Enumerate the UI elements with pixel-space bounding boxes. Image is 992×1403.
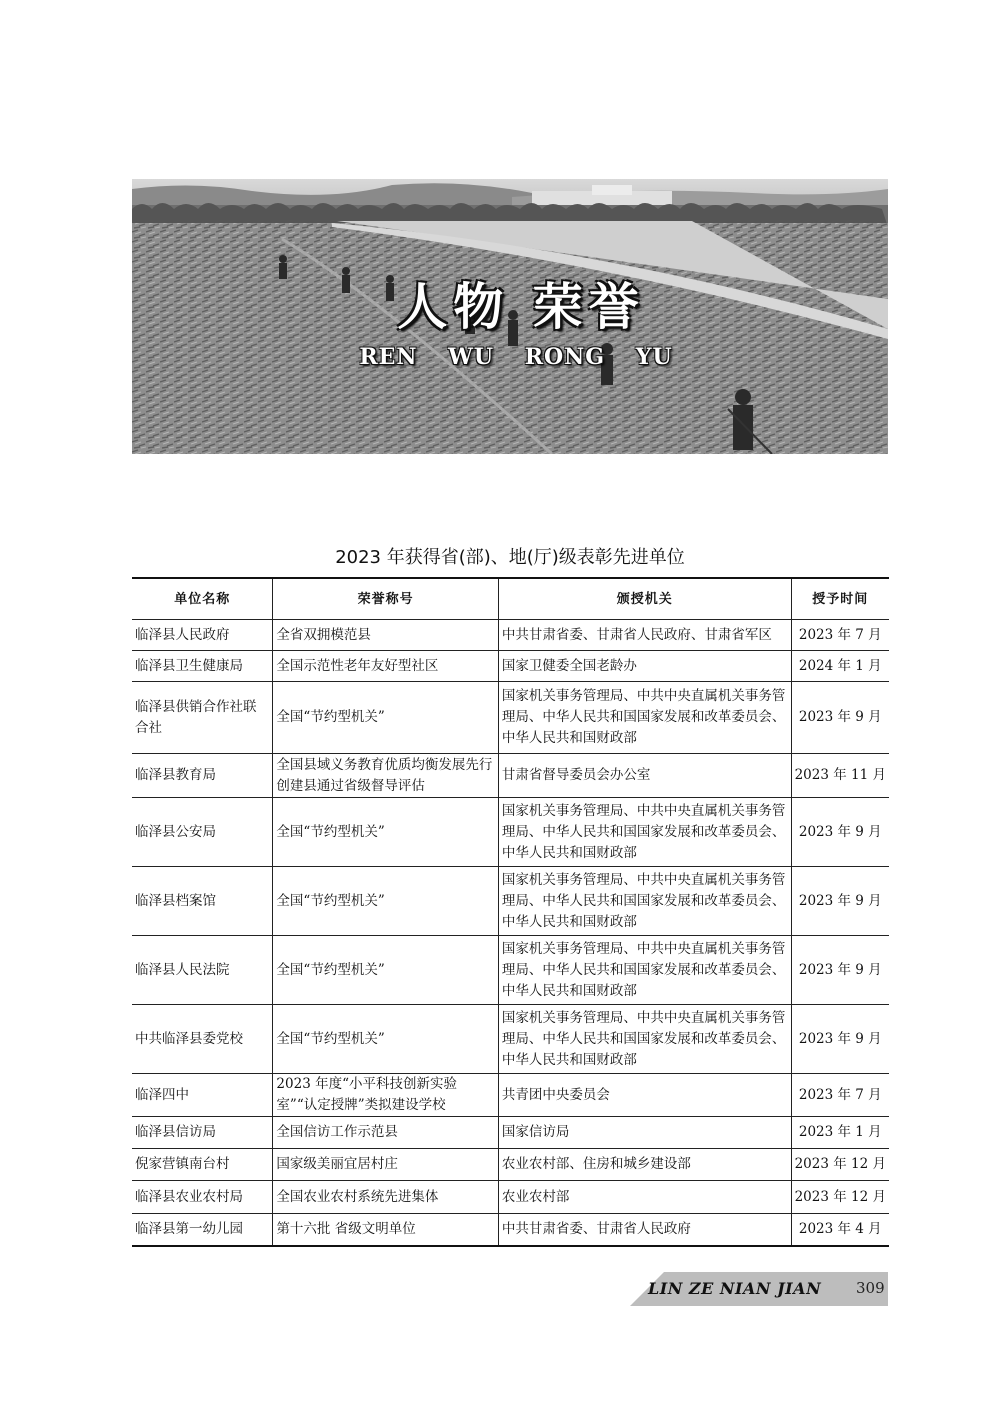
cell-date: 2023 年 7 月 — [791, 1074, 889, 1117]
cell-authority: 国家机关事务管理局、中共中央直属机关事务管理局、中华人民共和国国家发展和改革委员会、中华人民共和国财政部 — [498, 1005, 791, 1074]
cell-unit: 中共临泽县委党校 — [132, 1005, 273, 1074]
table-row — [132, 651, 889, 682]
cell-honor: 全国“节约型机关” — [273, 867, 498, 936]
cell-honor: 全国“节约型机关” — [273, 682, 498, 754]
table-row — [132, 1117, 889, 1149]
table-row — [132, 1005, 889, 1074]
cell-honor: 全国“节约型机关” — [273, 936, 498, 1005]
cell-honor: 第十六批 省级文明单位 — [273, 1214, 498, 1246]
cell-authority: 国家机关事务管理局、中共中央直属机关事务管理局、中华人民共和国国家发展和改革委员会、中华人民共和国财政部 — [498, 682, 791, 754]
cell-date: 2023 年 9 月 — [791, 867, 889, 936]
cell-honor: 2023 年度“小平科技创新实验室”“认定授牌”类拟建设学校 — [273, 1074, 498, 1117]
honors-table — [132, 577, 889, 1247]
cell-unit: 临泽县供销合作社联合社 — [132, 682, 273, 754]
table-row — [132, 798, 889, 867]
table-row — [132, 682, 889, 754]
cell-unit: 临泽县人民政府 — [132, 620, 273, 651]
cell-authority: 中共甘肃省委、甘肃省人民政府、甘肃省军区 — [498, 620, 791, 651]
running-title: LIN ZE NIAN JIAN — [648, 1279, 822, 1298]
cell-authority: 国家机关事务管理局、中共中央直属机关事务管理局、中华人民共和国国家发展和改革委员会、中华人民共和国财政部 — [498, 798, 791, 867]
cell-authority: 农业农村部 — [498, 1181, 791, 1214]
cell-honor: 全国“节约型机关” — [273, 1005, 498, 1074]
cell-authority: 国家信访局 — [498, 1117, 791, 1149]
cell-authority: 共青团中央委员会 — [498, 1074, 791, 1117]
cell-authority: 甘肃省督导委员会办公室 — [498, 754, 791, 798]
cell-date: 2023 年 9 月 — [791, 936, 889, 1005]
table-row — [132, 754, 889, 798]
cell-date: 2023 年 12 月 — [791, 1181, 889, 1214]
cell-authority: 中共甘肃省委、甘肃省人民政府 — [498, 1214, 791, 1246]
table-row — [132, 867, 889, 936]
cell-date: 2023 年 11 月 — [791, 754, 889, 798]
cell-unit: 临泽县农业农村局 — [132, 1181, 273, 1214]
table-row — [132, 1074, 889, 1117]
table-row — [132, 620, 889, 651]
cell-date: 2023 年 12 月 — [791, 1149, 889, 1181]
cell-unit: 临泽县公安局 — [132, 798, 273, 867]
cell-unit: 临泽县信访局 — [132, 1117, 273, 1149]
cell-honor: 全国农业农村系统先进集体 — [273, 1181, 498, 1214]
cell-unit: 临泽县人民法院 — [132, 936, 273, 1005]
cell-date: 2023 年 9 月 — [791, 1005, 889, 1074]
cell-unit: 临泽县卫生健康局 — [132, 651, 273, 682]
cell-honor: 全省双拥模范县 — [273, 620, 498, 651]
table-row — [132, 1149, 889, 1181]
cell-authority: 国家卫健委全国老龄办 — [498, 651, 791, 682]
cell-honor: 全国示范性老年友好型社区 — [273, 651, 498, 682]
cell-unit: 倪家营镇南台村 — [132, 1149, 273, 1181]
cell-date: 2023 年 9 月 — [791, 682, 889, 754]
cell-unit: 临泽县第一幼儿园 — [132, 1214, 273, 1246]
cell-honor: 全国信访工作示范县 — [273, 1117, 498, 1149]
cell-date: 2023 年 7 月 — [791, 620, 889, 651]
cell-authority: 国家机关事务管理局、中共中央直属机关事务管理局、中华人民共和国国家发展和改革委员会、中华人民共和国财政部 — [498, 936, 791, 1005]
cell-honor: 全国县域义务教育优质均衡发展先行创建县通过省级督导评估 — [273, 754, 498, 798]
section-subtitle: REN WU RONG YU — [359, 344, 673, 370]
cell-unit: 临泽四中 — [132, 1074, 273, 1117]
header-date: 授予时间 — [791, 578, 889, 620]
cell-honor: 国家级美丽宜居村庄 — [273, 1149, 498, 1181]
header-honor: 荣誉称号 — [273, 578, 498, 620]
header-authority: 颁授机关 — [498, 578, 791, 620]
table-header-row — [132, 578, 889, 620]
cell-authority: 农业农村部、住房和城乡建设部 — [498, 1149, 791, 1181]
section-title: 人物 荣誉 — [397, 278, 645, 336]
header-unit: 单位名称 — [132, 578, 273, 620]
cell-unit: 临泽县教育局 — [132, 754, 273, 798]
table-title: 2023 年获得省(部)、地(厅)级表彰先进单位 — [335, 547, 685, 568]
cell-date: 2023 年 4 月 — [791, 1214, 889, 1246]
table-row — [132, 1214, 889, 1246]
banner-photo — [132, 179, 888, 454]
table-row — [132, 936, 889, 1005]
cell-authority: 国家机关事务管理局、中共中央直属机关事务管理局、中华人民共和国国家发展和改革委员会、中华人民共和国财政部 — [498, 867, 791, 936]
page-number: 309 — [856, 1279, 885, 1297]
table-row — [132, 1181, 889, 1214]
cell-date: 2023 年 1 月 — [791, 1117, 889, 1149]
cell-unit: 临泽县档案馆 — [132, 867, 273, 936]
cell-honor: 全国“节约型机关” — [273, 798, 498, 867]
cell-date: 2024 年 1 月 — [791, 651, 889, 682]
cell-date: 2023 年 9 月 — [791, 798, 889, 867]
